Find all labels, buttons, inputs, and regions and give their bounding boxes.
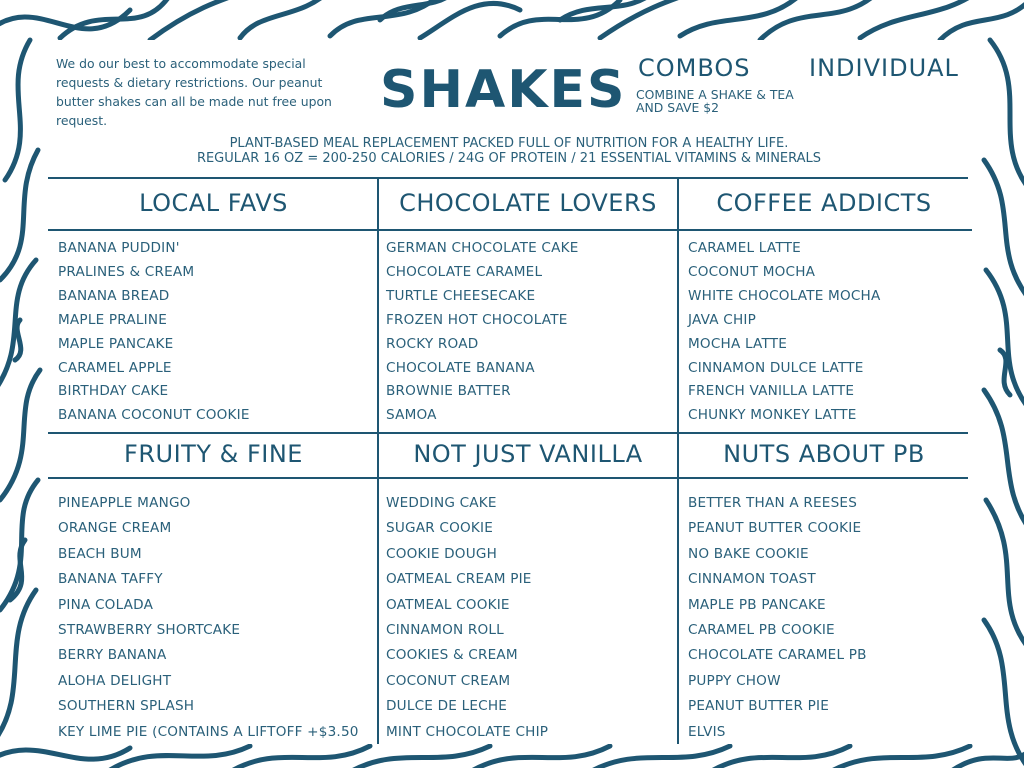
menu-item: JAVA CHIP xyxy=(688,311,756,328)
menu-item: MINT CHOCOLATE CHIP xyxy=(386,723,549,740)
grid-line-top xyxy=(48,177,968,179)
menu-item: ROCKY ROAD xyxy=(386,335,479,352)
menu-item: COOKIE DOUGH xyxy=(386,545,497,562)
menu-item: COCONUT CREAM xyxy=(386,672,511,689)
menu-item: CARAMEL APPLE xyxy=(58,359,172,376)
menu-item: MAPLE PB PANCAKE xyxy=(688,596,826,613)
section-title-local-favs: LOCAL FAVS xyxy=(139,189,288,217)
menu-item: BANANA TAFFY xyxy=(58,571,163,588)
intro-note: We do our best to accommodate special requests & dietary restrictions. Our peanut butter shakes can all be made nut free upon request. xyxy=(56,56,332,128)
menu-title: SHAKES xyxy=(380,60,627,120)
menu-item: GERMAN CHOCOLATE CAKE xyxy=(386,240,579,256)
section-title-not-just-vanilla: NOT JUST VANILLA xyxy=(413,440,643,468)
menu-item: PUPPY CHOW xyxy=(688,672,781,689)
menu-panel xyxy=(44,40,974,744)
menu-item: COCONUT MOCHA xyxy=(688,263,816,280)
tagline-line-2: REGULAR 16 OZ = 200-250 CALORIES / 24G OF PROTEIN / 21 ESSENTIAL VITAMINS & MINERALS xyxy=(196,151,822,166)
menu-item: WHITE CHOCOLATE MOCHA xyxy=(688,287,881,304)
section-title-coffee-addicts: COFFEE ADDICTS xyxy=(716,189,932,217)
menu-item: CINNAMON DULCE LATTE xyxy=(688,359,864,376)
menu-item: COOKIES & CREAM xyxy=(386,647,518,664)
combos-heading: COMBOS xyxy=(638,54,751,82)
menu-item: CHOCOLATE BANANA xyxy=(386,359,535,376)
menu-item: OATMEAL COOKIE xyxy=(386,596,510,613)
menu-item: NO BAKE COOKIE xyxy=(688,545,809,562)
menu-item: BANANA COCONUT COOKIE xyxy=(58,407,250,424)
menu-item: SUGAR COOKIE xyxy=(386,520,493,537)
menu-item: DULCE DE LECHE xyxy=(386,698,508,715)
menu-item: MAPLE PANCAKE xyxy=(58,335,174,352)
menu-item: BANANA BREAD xyxy=(58,287,170,304)
tagline-line-1: PLANT-BASED MEAL REPLACEMENT PACKED FULL OF NUTRITION FOR A HEALTHY LIFE. xyxy=(229,136,789,151)
menu-item: CHUNKY MONKEY LATTE xyxy=(688,407,857,424)
menu-item: PINA COLADA xyxy=(58,596,154,613)
menu-item: PRALINES & CREAM xyxy=(58,263,195,280)
menu-item: CARAMEL LATTE xyxy=(688,240,801,256)
menu-item: ALOHA DELIGHT xyxy=(58,672,172,689)
menu-item: CHOCOLATE CARAMEL xyxy=(386,263,543,280)
menu-item: OATMEAL CREAM PIE xyxy=(386,571,532,588)
menu-item: CINNAMON ROLL xyxy=(386,622,504,638)
menu-item: BANANA PUDDIN' xyxy=(58,240,180,256)
menu-item: STRAWBERRY SHORTCAKE xyxy=(58,622,241,638)
menu-item: BERRY BANANA xyxy=(58,647,167,664)
section-title-fruity-fine: FRUITY & FINE xyxy=(124,440,303,468)
tagline xyxy=(44,136,974,166)
menu-item: BETTER THAN A REESES xyxy=(688,495,858,511)
menu-item: FRENCH VANILLA LATTE xyxy=(688,383,855,400)
menu-item: MOCHA LATTE xyxy=(688,335,788,352)
menu-item: BROWNIE BATTER xyxy=(386,383,511,400)
menu-item: ORANGE CREAM xyxy=(58,520,172,537)
menu-item: BIRTHDAY CAKE xyxy=(58,383,169,400)
menu-item: ELVIS xyxy=(688,723,726,740)
menu-item: SAMOA xyxy=(386,407,437,424)
section-title-nuts-about-pb: NUTS ABOUT PB xyxy=(723,440,925,468)
menu-item: SOUTHERN SPLASH xyxy=(58,698,195,715)
menu-item: PEANUT BUTTER COOKIE xyxy=(688,520,862,537)
menu-item: MAPLE PRALINE xyxy=(58,311,168,328)
menu-item: CARAMEL PB COOKIE xyxy=(688,622,835,638)
menu-item: PEANUT BUTTER PIE xyxy=(688,698,830,715)
menu-item: KEY LIME PIE (CONTAINS A LIFTOFF +$3.50 xyxy=(58,723,359,740)
menu-item: BEACH BUM xyxy=(58,545,142,562)
menu-item: PINEAPPLE MANGO xyxy=(58,495,191,511)
grid-line-middle xyxy=(48,432,968,434)
individual-heading: INDIVIDUAL xyxy=(809,54,959,82)
section-title-chocolate-lovers: CHOCOLATE LOVERS xyxy=(399,189,657,217)
menu-item: CINNAMON TOAST xyxy=(688,571,816,588)
grid-line-header-2 xyxy=(48,477,968,479)
grid-line-header-1 xyxy=(48,229,972,231)
combos-offer: COMBINE A SHAKE & TEA AND SAVE $2 xyxy=(636,87,794,115)
menu-item: FROZEN HOT CHOCOLATE xyxy=(386,311,568,328)
menu-item: CHOCOLATE CARAMEL PB xyxy=(688,647,867,664)
menu-item: WEDDING CAKE xyxy=(386,495,497,511)
menu-item: TURTLE CHEESECAKE xyxy=(386,287,536,304)
